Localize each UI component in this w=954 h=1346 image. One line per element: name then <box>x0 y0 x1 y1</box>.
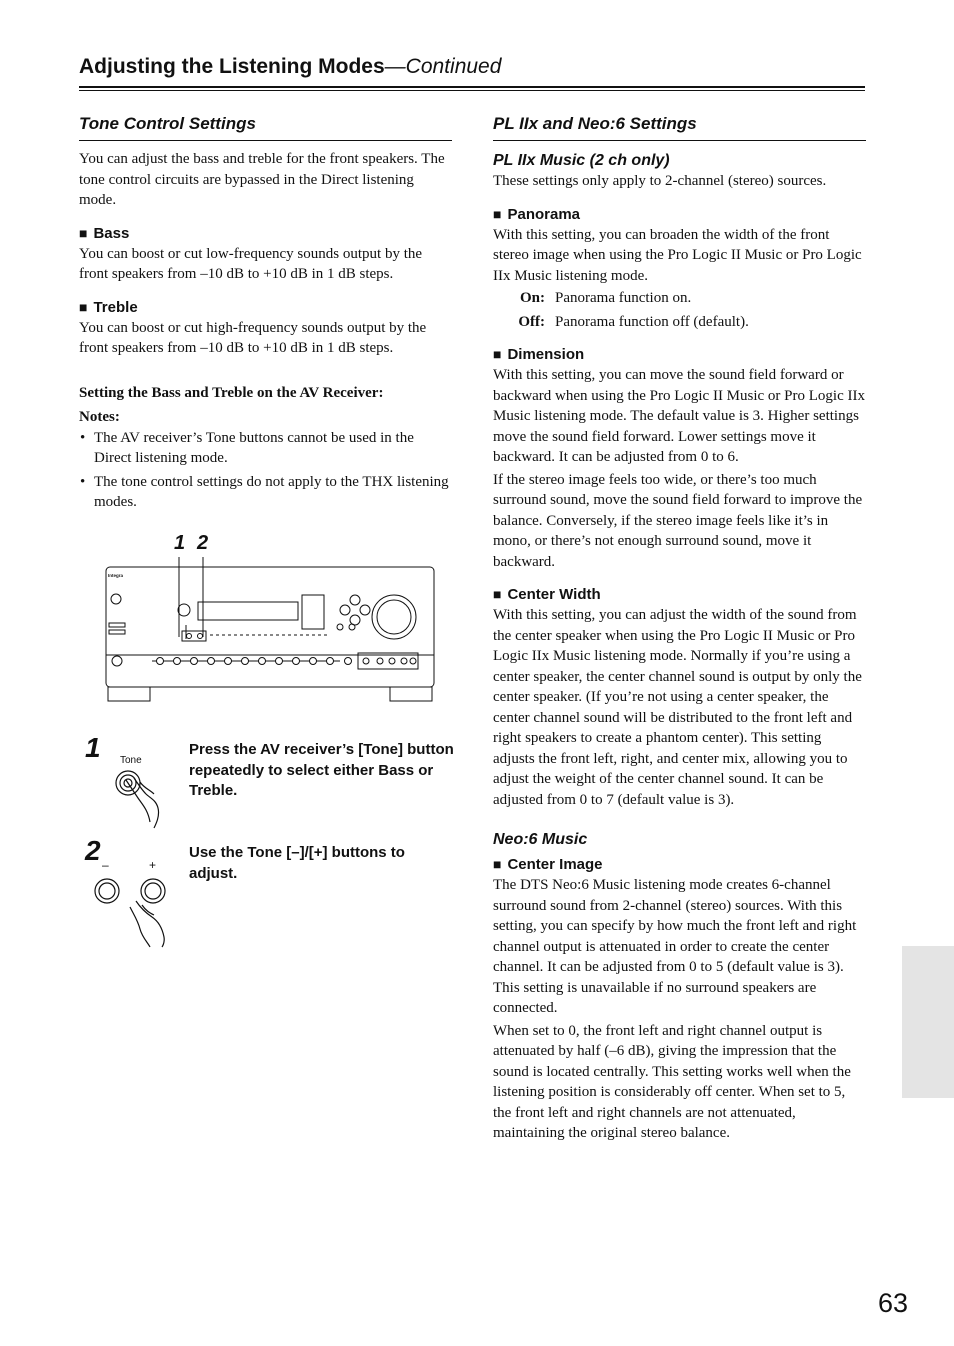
right-column <box>493 112 866 1144</box>
minus-label: – <box>102 858 109 872</box>
tone-label: Tone <box>120 755 142 766</box>
bass-text: You can boost or cut low-frequency sounds output by the front speakers from –10 dB to +10 dB in 1 dB steps. <box>79 245 423 282</box>
step-number: 2 <box>85 835 101 866</box>
center-width-heading: ■ Center Width <box>493 586 601 603</box>
center-width-text: With this setting, you can adjust the width of the sound from the center speaker when using the Pro Logic II Music or Pro Logic IIx Music listening mode. Normally if you’re using a center speaker, the center channel sound is output by only the center speaker. (If you’re not using a center speaker, the center channel sound will be distributed to the front left and right speakers to create a phantom center). This setting adjusts the front left, right, and center mix, allowing you to adjust the weight of the center channel sound. It can be adjusted from 0 to 7 (default value is 3). <box>493 607 862 808</box>
plix-intro: These settings only apply to 2-channel (stereo) sources. <box>493 173 827 189</box>
panorama-on-option: On: Panorama function on. <box>519 290 692 306</box>
callout-2: 2 <box>197 532 209 554</box>
plix-neo6-title: PL IIx and Neo:6 Settings <box>493 112 866 141</box>
square-bullet-icon: ■ <box>79 298 88 315</box>
page-number: 63 <box>877 1288 908 1318</box>
panorama-heading: ■ Panorama <box>493 205 581 223</box>
setting-heading: Setting the Bass and Treble on the AV Receiver: <box>79 384 384 401</box>
plix-music-title: PL IIx Music (2 ch only) <box>493 152 670 169</box>
dimension-text-1: With this setting, you can move the sound field forward or backward when using the Pro Logic II Music or Pro Logic IIx Music listening mode. The default value is 3. Higher settings move the sound field forward. Lower settings move it backward. It can be adjusted from 0 to 6. <box>493 367 865 465</box>
treble-heading: ■ Treble <box>79 298 138 316</box>
tone-control-title: Tone Control Settings <box>79 112 452 141</box>
square-bullet-icon: ■ <box>493 346 502 362</box>
step-1-text: Press the AV receiver’s [Tone] button repeatedly to select either Bass or Treble. <box>189 741 454 799</box>
square-bullet-icon: ■ <box>493 205 502 222</box>
note-item: • The AV receiver’s Tone buttons cannot be used in the Direct listening mode. <box>79 428 452 469</box>
square-bullet-icon: ■ <box>493 586 502 602</box>
center-image-text-2: When set to 0, the front left and right channel output is attenuated by half (–6 dB), giving the impression that the sound is located centrally. This setting works well when the listening position is considerably off center. When set to 5, the front left and right channels are not attenuated, maintaining the original stereo balance. <box>493 1022 851 1141</box>
chapter-tab <box>902 946 954 1098</box>
step-number: 1 <box>85 732 101 763</box>
dimension-heading: ■ Dimension <box>493 346 585 363</box>
page-header <box>79 54 865 80</box>
tone-button-press-icon <box>104 750 182 830</box>
square-bullet-icon: ■ <box>493 856 502 872</box>
header-rule-thin <box>79 90 865 91</box>
notes-label: Notes: <box>79 409 120 425</box>
tone-intro: You can adjust the bass and treble for the front speakers. The tone control circuits are bypassed in the Direct listening mode. <box>79 151 445 208</box>
panorama-off-option: Off: Panorama function off (default). <box>518 313 749 330</box>
panorama-text: With this setting, you can broaden the width of the front stereo image when using the Pro Logic II Music or Pro Logic IIx Music listening mode. <box>493 226 862 284</box>
receiver-brand: Integra <box>108 573 124 578</box>
notes-list <box>79 428 452 513</box>
bass-heading: ■ Bass <box>79 224 130 242</box>
callout-1: 1 <box>174 532 186 554</box>
dimension-text-2: If the stereo image feels too wide, or there’s too much surround sound, move the sound field forward to improve the balance. Conversely, if the stereo image feels like it’s in mono, or there’s not enough surround sound, move it backward. <box>493 471 863 570</box>
header-title: Adjusting the Listening Modes <box>79 55 385 78</box>
center-image-text-1: The DTS Neo:6 Music listening mode creates 6-channel surround sound from 2-channel (stereo) sources. With this setting, you can specify by how much the front left and right channel output is attenuated in order to create the center channel. It can be adjusted from 0 to 5 (default value is 3). This setting is unavailable if no surround speakers are connected. <box>493 877 857 1016</box>
tone-minus-plus-buttons-icon <box>90 857 182 949</box>
note-item: • The tone control settings do not apply to the THX listening modes. <box>79 472 452 513</box>
header-continued: —Continued <box>384 55 502 78</box>
center-image-heading: ■ Center Image <box>493 856 603 873</box>
receiver-front-panel-diagram <box>100 535 440 707</box>
plus-label: + <box>149 858 157 872</box>
left-column <box>79 112 452 516</box>
square-bullet-icon: ■ <box>79 224 88 241</box>
treble-text: You can boost or cut high-frequency sounds output by the front speakers from –10 dB to +10 dB in 1 dB steps. <box>79 319 427 356</box>
header-rule <box>79 86 865 88</box>
step-2-text: Use the Tone [–]/[+] buttons to adjust. <box>189 844 405 882</box>
neo6-music-title: Neo:6 Music <box>493 831 588 848</box>
